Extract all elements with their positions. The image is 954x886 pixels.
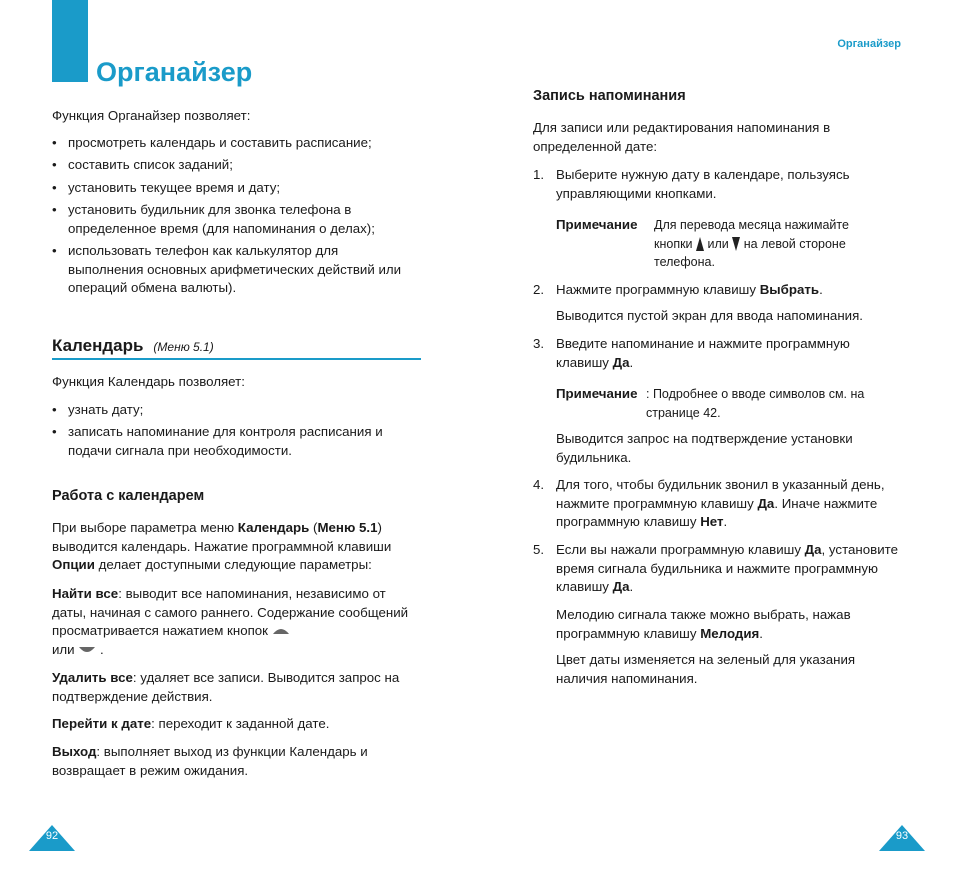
intro-text: Функция Органайзер позволяет:	[52, 108, 251, 123]
volume-up-icon	[696, 237, 704, 251]
section-divider	[52, 358, 421, 360]
option-delete-all: Удалить все: удаляет все записи. Выводится запрос на подтверждение действия.	[52, 670, 400, 704]
step-number: 1.	[533, 167, 545, 182]
running-head: Органайзер	[837, 38, 901, 50]
note-label: Примечание	[556, 386, 638, 401]
calendar-intro: Функция Календарь позволяет:	[52, 374, 245, 389]
step-1: Выберите нужную дату в календаре, пользуясь управляющими кнопками.	[556, 167, 850, 201]
step-3: Введите напоминание и нажмите программную клавишу Да.	[556, 336, 850, 370]
step-number: 3.	[533, 336, 545, 351]
section-title-calendar: Календарь (Меню 5.1)	[52, 336, 214, 355]
step-5-detail-2: Цвет даты изменяется на зеленый для указания наличия напоминания.	[556, 652, 856, 686]
step-4: Для того, чтобы будильник звонил в указанный день, нажмите программную клавишу Да. Иначе нажмите программную клавишу Нет.	[556, 477, 885, 529]
option-find-all: Найти все: выводит все напоминания, независимо от даты, начиная с самого раннего. Содержание сообщений просматривается нажатием кнопок или .	[52, 586, 409, 657]
work-paragraph: При выборе параметра меню Календарь (Меню 5.1) выводится календарь. Нажатие программной клавиши Опции делает доступными следующие параметры:	[52, 520, 392, 572]
page-number-left: 92	[45, 830, 59, 842]
reminder-intro: Для записи или редактирования напоминания в определенной дате:	[533, 120, 831, 154]
title-accent-bar	[52, 0, 88, 82]
up-key-icon	[272, 626, 290, 636]
menu-reference: (Меню 5.1)	[153, 340, 214, 354]
step-2: Нажмите программную клавишу Выбрать.	[556, 282, 823, 297]
page-number-right: 93	[895, 830, 909, 842]
option-goto-date: Перейти к дате: переходит к заданной дате.	[52, 716, 330, 731]
subsection-title-work: Работа с календарем	[52, 488, 205, 504]
step-5-detail-1: Мелодию сигнала также можно выбрать, нажав программную клавишу Мелодия.	[556, 607, 851, 641]
note-1-text: Для перевода месяца нажимайте кнопки или на левой стороне телефона.	[654, 218, 849, 269]
down-key-icon	[78, 645, 96, 655]
step-number: 5.	[533, 542, 545, 557]
step-3-detail: Выводится запрос на подтверждение установки будильника.	[556, 431, 853, 465]
step-2-detail: Выводится пустой экран для ввода напоминания.	[556, 308, 863, 323]
volume-down-icon	[732, 237, 740, 251]
option-exit: Выход: выполняет выход из функции Календарь и возвращает в режим ожидания.	[52, 744, 368, 778]
step-number: 2.	[533, 282, 545, 297]
note-2-text: : Подробнее о вводе символов см. на странице 42.	[646, 387, 865, 420]
step-5: Если вы нажали программную клавишу Да, установите время сигнала будильника и нажмите программную клавишу Да.	[556, 542, 898, 594]
note-label: Примечание	[556, 217, 638, 232]
subsection-title-reminder: Запись напоминания	[533, 88, 686, 104]
step-number: 4.	[533, 477, 545, 492]
page-title: Органайзер	[96, 57, 253, 87]
